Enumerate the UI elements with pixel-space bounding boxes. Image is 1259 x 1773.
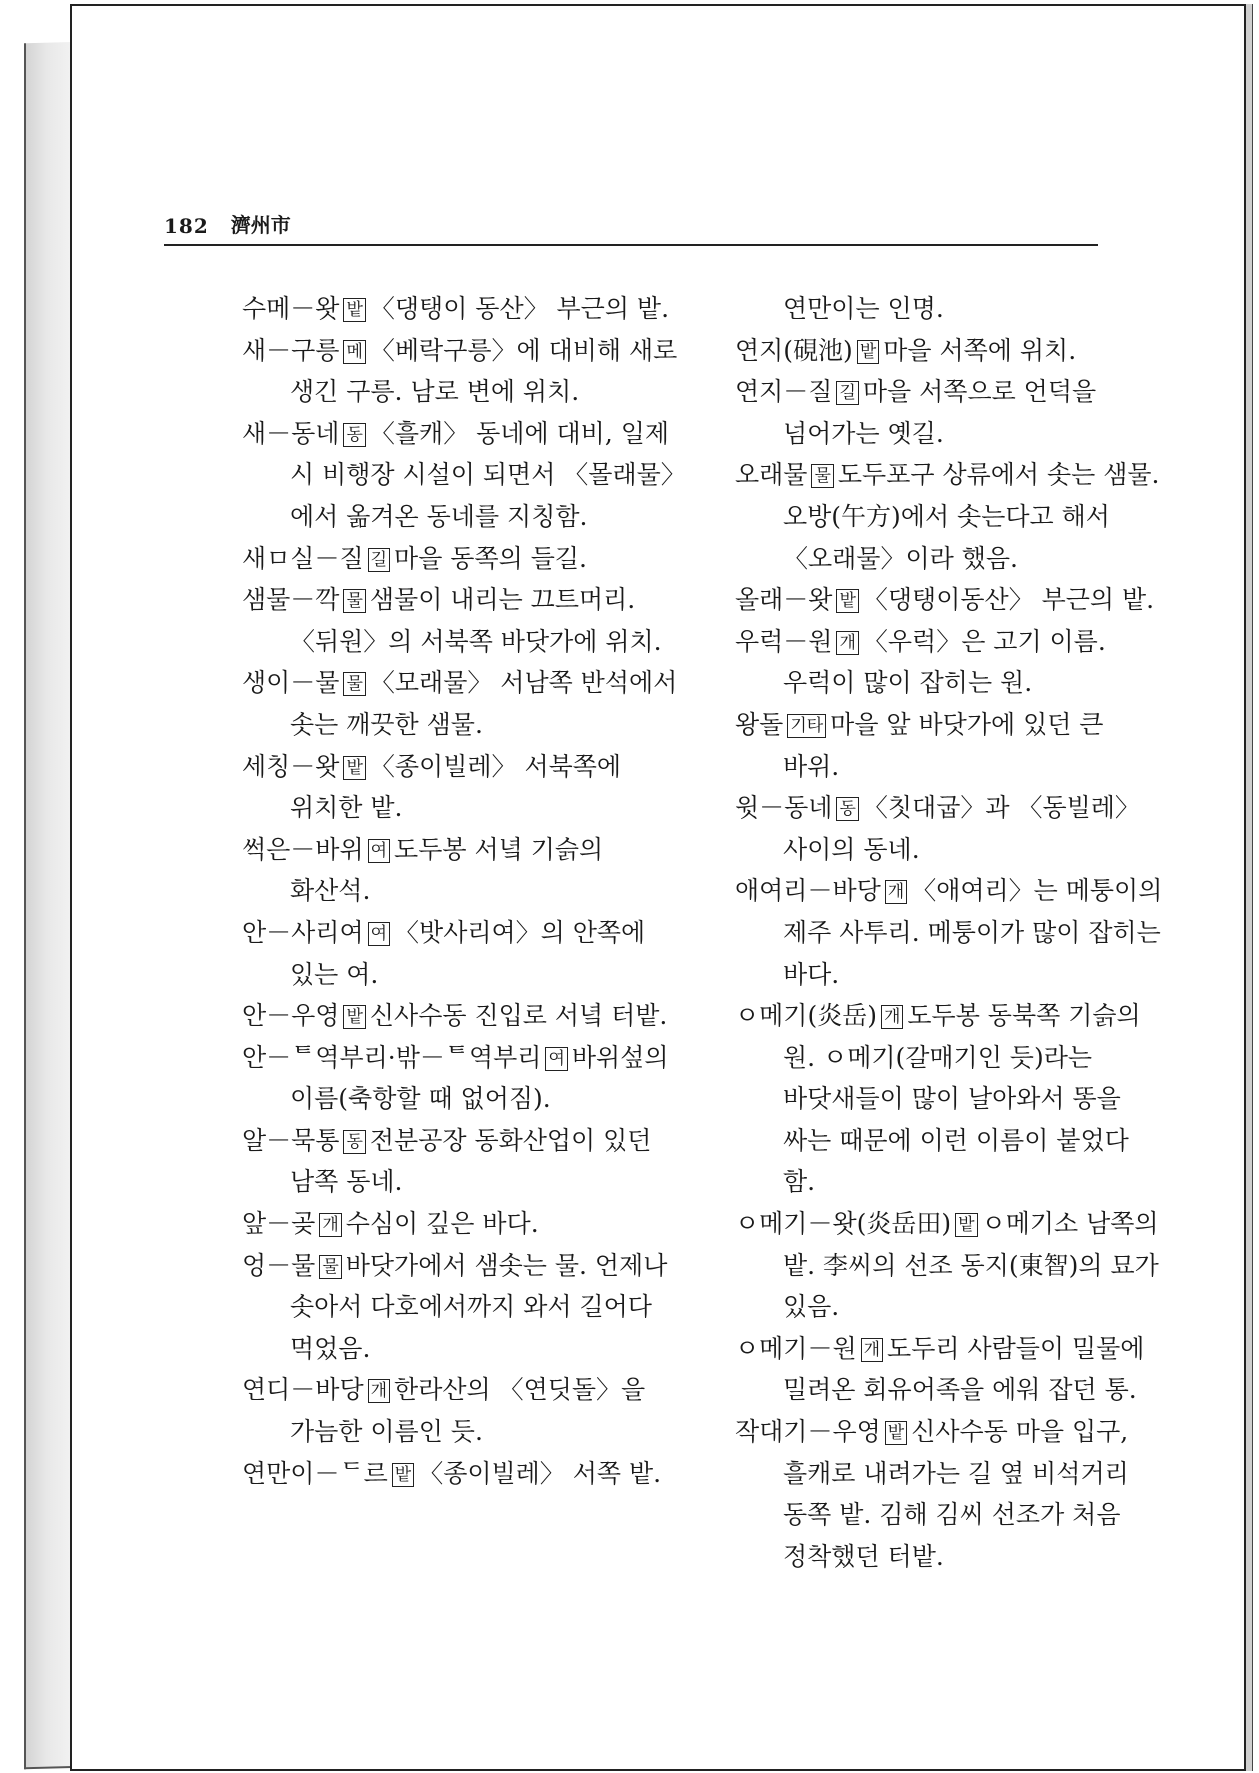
right-column bbox=[735, 288, 1165, 1577]
dictionary-entry bbox=[735, 454, 1165, 579]
dictionary-entry bbox=[242, 829, 682, 912]
entry-headword: 샘물－깍 bbox=[242, 585, 340, 615]
entry-headword: 애여리－바당 bbox=[735, 876, 881, 906]
entry-category-tag: 동 bbox=[343, 1130, 365, 1154]
entry-headword: 수메－왓 bbox=[242, 294, 340, 323]
entry-category-tag: 여 bbox=[545, 1047, 567, 1071]
entry-definition: 〈칫대굽〉과 〈동빌레〉 사이의 동네. bbox=[783, 793, 1140, 864]
dictionary-entry bbox=[735, 579, 1165, 621]
entry-definition: 바위섶의 이름(축항할 때 없어짐). bbox=[290, 1042, 669, 1114]
entry-definition: 〈밧사리여〉의 안쪽에 있는 여. bbox=[290, 917, 646, 989]
page-number: 182 bbox=[164, 214, 209, 238]
book-spine bbox=[24, 42, 72, 1769]
book-title: 濟州市 bbox=[230, 213, 291, 237]
entry-headword: ㅇ메기(炎岳) bbox=[735, 1001, 877, 1031]
entry-category-tag: 개 bbox=[368, 1379, 390, 1403]
entry-headword: 썩은－바위 bbox=[242, 834, 364, 864]
entry-category-tag: 개 bbox=[861, 1338, 883, 1362]
entry-headword: 윗－동네 bbox=[735, 793, 833, 823]
entry-category-tag: 밭 bbox=[343, 1005, 365, 1029]
dictionary-entry bbox=[735, 995, 1165, 1203]
entry-headword: 안－사리여 bbox=[242, 917, 364, 947]
entry-category-tag: 개 bbox=[885, 880, 907, 904]
entry-definition: 마을 앞 바닷가에 있던 큰 바위. bbox=[783, 709, 1104, 781]
dictionary-entry bbox=[242, 912, 682, 995]
entry-definition: 〈종이빌레〉 서북쪽에 위치한 밭. bbox=[290, 751, 622, 823]
entry-category-tag: 길 bbox=[368, 548, 390, 572]
dictionary-entry bbox=[242, 413, 682, 538]
entry-category-tag: 물 bbox=[811, 464, 833, 488]
entry-definition: 신사수동 마을 입구, 흘캐로 내려가는 길 옆 비석거리 동쪽 밭. 김해 김씨 선조가 처음 정착했던 터밭. bbox=[783, 1417, 1129, 1571]
entry-category-tag: 물 bbox=[343, 589, 365, 613]
entry-category-tag: 밭 bbox=[955, 1213, 977, 1237]
entry-definition: 신사수동 진입로 서녘 터밭. bbox=[369, 1001, 668, 1031]
dictionary-entry bbox=[242, 538, 682, 580]
dictionary-entry bbox=[242, 1120, 682, 1203]
dictionary-entry bbox=[242, 662, 682, 745]
left-column bbox=[242, 288, 682, 1494]
entry-definition: 도두봉 동북쪽 기슭의 원. ㅇ메기(갈매기인 듯)라는 바닷새들이 많이 날아와서 똥을 싸는 때문에 이런 이름이 붙었다 함. bbox=[783, 1001, 1141, 1197]
entry-definition: 마을 동쪽의 들길. bbox=[394, 543, 587, 573]
entry-category-tag: 밭 bbox=[885, 1421, 907, 1445]
entry-headword: 새－동네 bbox=[242, 418, 340, 448]
entry-category-tag: 여 bbox=[368, 922, 390, 946]
entry-category-tag: 기타 bbox=[787, 714, 826, 738]
dictionary-entry bbox=[242, 579, 682, 662]
entry-definition: 〈흘캐〉 동네에 대비, 일제 시 비행장 시설이 되면서 〈몰래물〉에서 옮겨온 동네를 지칭함. bbox=[290, 418, 674, 531]
dictionary-entry bbox=[242, 995, 682, 1037]
entry-category-tag: 개 bbox=[319, 1213, 341, 1237]
entry-definition: 〈베락구릉〉에 대비해 새로 생긴 구릉. 남로 변에 위치. bbox=[290, 335, 678, 407]
entry-definition: 〈모래물〉 서남쪽 반석에서 솟는 깨끗한 샘물. bbox=[290, 668, 678, 739]
entry-category-tag: 밭 bbox=[392, 1463, 414, 1487]
entry-definition: 〈종이빌레〉 서쪽 밭. bbox=[418, 1458, 662, 1488]
entry-headword: 엉－물 bbox=[242, 1250, 316, 1280]
entry-definition: 수심이 깊은 바다. bbox=[345, 1209, 539, 1239]
entry-category-tag: 밭 bbox=[343, 756, 365, 780]
entry-definition: 〈댕탱이 동산〉 부근의 밭. bbox=[369, 294, 670, 323]
entry-definition: 〈애여리〉는 메퉁이의 제주 사투리. 메퉁이가 많이 잡히는 바다. bbox=[783, 876, 1163, 989]
entry-category-tag: 밭 bbox=[343, 298, 365, 322]
running-head bbox=[164, 206, 1098, 246]
dictionary-entry bbox=[735, 1203, 1165, 1328]
entry-category-tag: 밭 bbox=[857, 340, 879, 364]
dictionary-entry bbox=[735, 621, 1165, 704]
dictionary-entry bbox=[242, 288, 682, 330]
entry-category-tag: 개 bbox=[836, 631, 858, 655]
entry-headword: 작대기－우영 bbox=[735, 1417, 881, 1447]
entry-headword: 연디－바당 bbox=[242, 1375, 364, 1405]
dictionary-entry bbox=[242, 1037, 682, 1120]
entry-category-tag: 동 bbox=[343, 423, 365, 447]
entry-headword: 왕돌 bbox=[735, 709, 784, 739]
dictionary-entry bbox=[735, 371, 1165, 454]
dictionary-entry bbox=[735, 1411, 1165, 1577]
dictionary-entry bbox=[242, 1203, 682, 1245]
entry-headword: 알－묵통 bbox=[242, 1125, 340, 1155]
entry-headword: 우럭－원 bbox=[735, 626, 833, 656]
dictionary-entry bbox=[242, 1369, 682, 1452]
entry-category-tag: 물 bbox=[343, 672, 365, 696]
entry-definition: 바닷가에서 샘솟는 물. 언제나 솟아서 다호에서까지 와서 길어다 먹었음. bbox=[290, 1250, 668, 1363]
entry-definition: 한라산의 〈연딧돌〉을 가늠한 이름인 듯. bbox=[290, 1375, 646, 1447]
entry-category-tag: 동 bbox=[836, 797, 858, 821]
entry-headword: 오래물 bbox=[735, 460, 808, 490]
entry-category-tag: 메 bbox=[343, 340, 365, 364]
entry-headword: 생이－물 bbox=[242, 668, 340, 698]
entry-headword: 세칭－왓 bbox=[242, 751, 340, 781]
dictionary-entry bbox=[735, 870, 1165, 995]
dictionary-entry bbox=[735, 704, 1165, 787]
entry-definition: 마을 서쪽에 위치. bbox=[883, 335, 1077, 365]
entry-category-tag: 밭 bbox=[836, 589, 858, 613]
dictionary-entry bbox=[242, 1453, 682, 1495]
entry-definition: 전분공장 동화산업이 있던 남쪽 동네. bbox=[290, 1125, 652, 1197]
entry-definition: 마을 서쪽으로 언덕을 넘어가는 옛길. bbox=[783, 377, 1097, 448]
entry-headword: 올래－왓 bbox=[735, 585, 833, 615]
entry-headword: 연지(硯池) bbox=[735, 335, 853, 365]
entry-headword: 새ㅁ실－질 bbox=[242, 543, 364, 573]
dictionary-entry bbox=[242, 746, 682, 829]
entry-definition: 샘물이 내리는 끄트머리. 〈뒤원〉의 서북쪽 바닷가에 위치. bbox=[290, 585, 662, 656]
entry-headword: 연만이－ᄃ르 bbox=[242, 1458, 388, 1488]
entry-continuation: 연만이는 인명. bbox=[783, 294, 944, 323]
entry-headword: 새－구릉 bbox=[242, 335, 340, 365]
entry-definition: 도두리 사람들이 밀물에 밀려온 회유어족을 에워 잡던 통. bbox=[783, 1333, 1145, 1405]
dictionary-entry bbox=[242, 330, 682, 413]
entry-headword: ㅇ메기－원 bbox=[735, 1333, 857, 1363]
entry-definition: 도두봉 서녘 기슭의 화산석. bbox=[290, 834, 604, 906]
dictionary-entry bbox=[735, 330, 1165, 372]
entry-definition: 〈우럭〉은 고기 이름. 우럭이 많이 잡히는 원. bbox=[783, 626, 1106, 698]
entry-category-tag: 길 bbox=[836, 381, 858, 405]
dictionary-entry bbox=[735, 1328, 1165, 1411]
entry-headword: 앞－곶 bbox=[242, 1209, 316, 1239]
entry-category-tag: 물 bbox=[319, 1255, 341, 1279]
entry-headword: ㅇ메기－왓(炎岳田) bbox=[735, 1209, 952, 1239]
dictionary-entry bbox=[735, 787, 1165, 870]
dictionary-entry bbox=[242, 1245, 682, 1370]
entry-definition: 도두포구 상류에서 솟는 샘물. 오방(午方)에서 솟는다고 해서 〈오래물〉이라 했음. bbox=[783, 460, 1160, 573]
entry-category-tag: 개 bbox=[881, 1005, 903, 1029]
entry-headword: 연지－질 bbox=[735, 377, 833, 407]
entry-headword: 안－ᄐ역부리·밖－ᄐ역부리 bbox=[242, 1042, 542, 1072]
entry-headword: 안－우영 bbox=[242, 1001, 340, 1031]
entry-definition: ㅇ메기소 남쪽의 밭. 李씨의 선조 동지(東智)의 묘가 있음. bbox=[783, 1209, 1159, 1322]
entry-category-tag: 여 bbox=[368, 839, 390, 863]
entry-definition: 〈댕탱이동산〉 부근의 밭. bbox=[862, 585, 1155, 615]
